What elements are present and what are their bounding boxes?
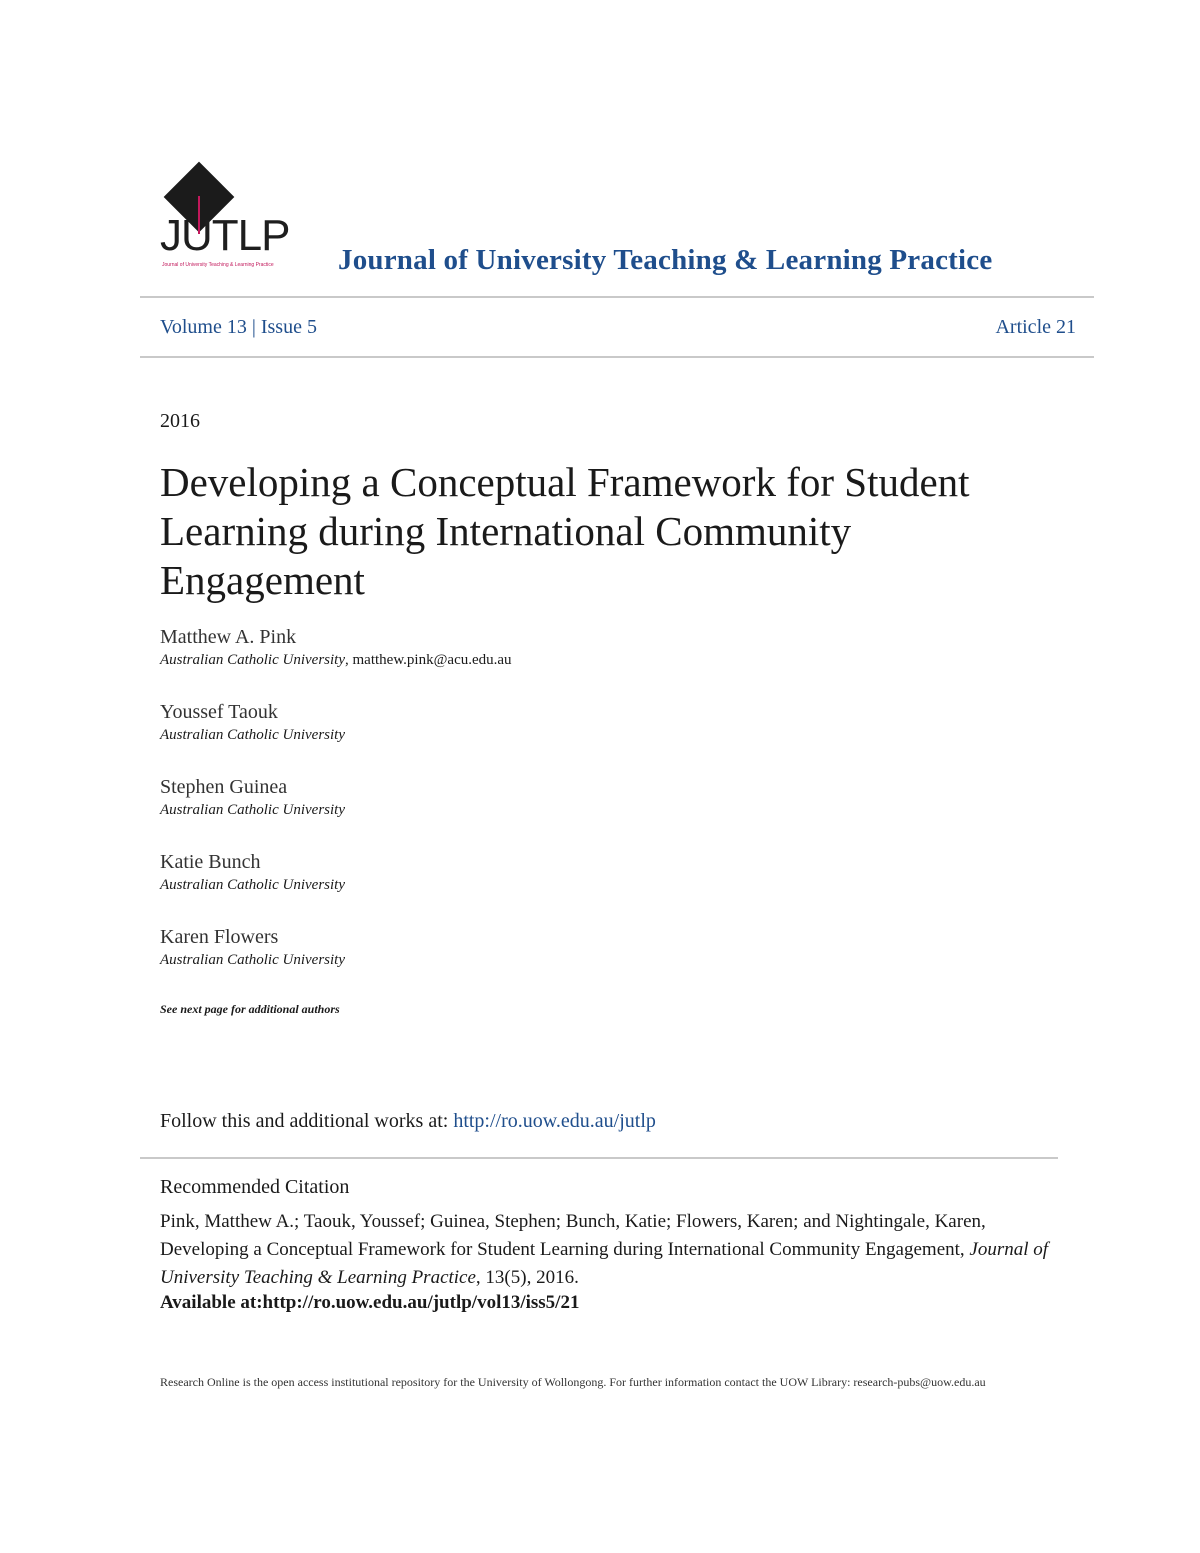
recommended-citation-heading: Recommended Citation — [160, 1176, 350, 1198]
article-number-link[interactable]: Article 21 — [995, 316, 1076, 338]
author-affiliation: Australian Catholic University — [160, 727, 345, 743]
author-name: Matthew A. Pink — [160, 626, 297, 648]
jutlp-logo — [160, 168, 290, 273]
author-name: Karen Flowers — [160, 926, 279, 948]
publication-year: 2016 — [160, 410, 200, 432]
author-affiliation: Australian Catholic University — [160, 877, 345, 893]
author-name: Youssef Taouk — [160, 701, 278, 723]
see-next-page-note[interactable]: See next page for additional authors — [160, 1002, 340, 1016]
logo-wordmark: JUTLP — [160, 211, 290, 260]
citation-divider — [140, 1157, 1058, 1159]
author-list — [160, 624, 1060, 999]
journal-title-link[interactable]: Journal of University Teaching & Learning Practice — [338, 244, 993, 276]
author-affiliation: Australian Catholic University, matthew.pink@acu.edu.au — [160, 652, 512, 668]
author-entry — [160, 624, 1060, 699]
footer-note: Research Online is the open access institutional repository for the University of Wollongong. For further information contact the UOW Library: research-pubs@uow.edu.au — [160, 1375, 986, 1389]
paper-title: Developing a Conceptual Framework for Student Learning during International Community Engagement — [160, 459, 970, 603]
repository-link[interactable]: http://ro.uow.edu.au/jutlp — [453, 1110, 656, 1132]
citation-journal: Journal of University Teaching & Learning Practice — [160, 1239, 1049, 1288]
author-name: Stephen Guinea — [160, 776, 288, 798]
follow-line — [160, 1110, 656, 1133]
logo-subtitle: Journal of University Teaching & Learning Practice — [162, 262, 274, 268]
header-divider-bottom — [140, 356, 1094, 358]
author-affiliation: Australian Catholic University — [160, 802, 345, 818]
author-name: Katie Bunch — [160, 851, 261, 873]
author-email[interactable]: , matthew.pink@acu.edu.au — [345, 652, 512, 668]
citation-text: Pink, Matthew A.; Taouk, Youssef; Guinea, Stephen; Bunch, Katie; Flowers, Karen; and Nightingale, Karen, Developing a Conceptual Framework for Student Learning during International Community Engagement, Journal of University Teaching & Learning Practice, 13(5), 2016. — [160, 1211, 1049, 1288]
citation-available-at[interactable]: Available at:http://ro.uow.edu.au/jutlp/vol13/iss5/21 — [160, 1292, 580, 1313]
volume-issue-link[interactable]: Volume 13 | Issue 5 — [160, 316, 317, 338]
header-divider-top — [140, 296, 1094, 298]
follow-label: Follow this and additional works at: — [160, 1110, 454, 1132]
author-affiliation: Australian Catholic University — [160, 952, 345, 968]
author-entry — [160, 849, 1060, 924]
author-entry — [160, 699, 1060, 774]
author-entry — [160, 774, 1060, 849]
author-entry — [160, 924, 1060, 999]
